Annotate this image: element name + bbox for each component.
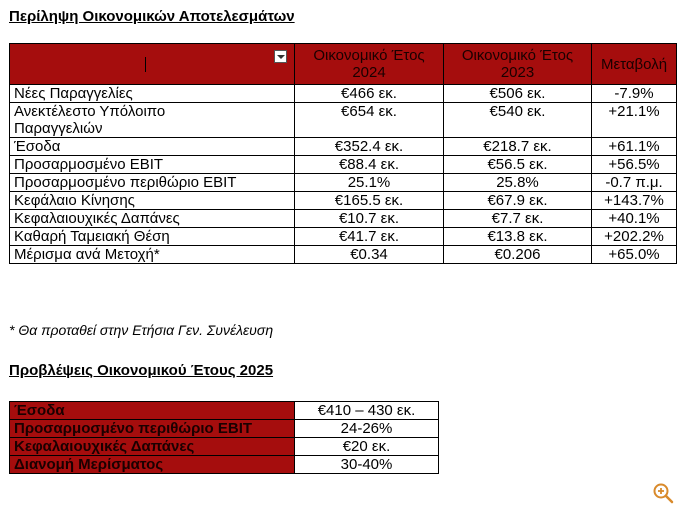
table-row xyxy=(10,174,677,192)
row-label: Νέες Παραγγελίες xyxy=(10,85,295,103)
row-label: Μέρισμα ανά Μετοχή* xyxy=(10,246,295,264)
value-change: -0.7 π.μ. xyxy=(592,174,677,192)
row-value: €410 – 430 εκ. xyxy=(295,402,439,420)
table-row xyxy=(10,228,677,246)
value-2023: €13.8 εκ. xyxy=(444,228,592,246)
summary-title: Περίληψη Οικονομικών Αποτελεσμάτων xyxy=(9,8,295,25)
value-2024: €466 εκ. xyxy=(295,85,444,103)
table-row xyxy=(10,156,677,174)
value-2023: €218.7 εκ. xyxy=(444,138,592,156)
value-change: +56.5% xyxy=(592,156,677,174)
value-change: +61.1% xyxy=(592,138,677,156)
value-2023: €7.7 εκ. xyxy=(444,210,592,228)
table-row xyxy=(10,246,677,264)
value-2023: 25.8% xyxy=(444,174,592,192)
header-cell-filter[interactable] xyxy=(10,44,295,85)
footnote: * Θα προταθεί στην Ετήσια Γεν. Συνέλευση xyxy=(9,322,274,338)
table-row xyxy=(10,138,677,156)
table-row xyxy=(10,210,677,228)
outlook-title: Προβλέψεις Οικονομικού Έτους 2025 xyxy=(9,362,274,379)
value-2024: €10.7 εκ. xyxy=(295,210,444,228)
outlook-table xyxy=(9,401,439,474)
value-change: +65.0% xyxy=(592,246,677,264)
value-2024: €88.4 εκ. xyxy=(295,156,444,174)
table-row xyxy=(10,456,439,474)
row-value: 24-26% xyxy=(295,420,439,438)
header-row xyxy=(10,44,677,85)
header-fy2024: Οικονομικό Έτος 2024 xyxy=(295,44,444,85)
value-2024: €0.34 xyxy=(295,246,444,264)
value-2024: €654 εκ. xyxy=(295,103,444,138)
value-2023: €540 εκ. xyxy=(444,103,592,138)
value-2023: €0.206 xyxy=(444,246,592,264)
table-row xyxy=(10,438,439,456)
table-row xyxy=(10,103,677,138)
row-label: Προσαρμοσμένο περιθώριο EBIT xyxy=(10,174,295,192)
value-change: +202.2% xyxy=(592,228,677,246)
table-row xyxy=(10,192,677,210)
row-label: Κεφάλαιο Κίνησης xyxy=(10,192,295,210)
table-row xyxy=(10,420,439,438)
header-change: Μεταβολή xyxy=(592,44,677,85)
dropdown-filter-icon[interactable] xyxy=(274,50,287,63)
value-change: +143.7% xyxy=(592,192,677,210)
financial-summary-table xyxy=(9,43,677,264)
row-value: 30-40% xyxy=(295,456,439,474)
row-label: Έσοδα xyxy=(10,138,295,156)
table-row xyxy=(10,85,677,103)
zoom-in-icon[interactable] xyxy=(651,481,675,505)
text-cursor xyxy=(145,57,146,72)
row-label: Κεφαλαιουχικές Δαπάνες xyxy=(10,210,295,228)
value-change: +40.1% xyxy=(592,210,677,228)
value-2024: €165.5 εκ. xyxy=(295,192,444,210)
value-change: +21.1% xyxy=(592,103,677,138)
value-2023: €67.9 εκ. xyxy=(444,192,592,210)
value-2024: 25.1% xyxy=(295,174,444,192)
row-label: Διανομή Μερίσματος xyxy=(10,456,295,474)
table-row xyxy=(10,402,439,420)
value-2024: €41.7 εκ. xyxy=(295,228,444,246)
row-label: Προσαρμοσμένο EBIT xyxy=(10,156,295,174)
row-label: Έσοδα xyxy=(10,402,295,420)
value-change: -7.9% xyxy=(592,85,677,103)
row-label: Καθαρή Ταμειακή Θέση xyxy=(10,228,295,246)
row-value: €20 εκ. xyxy=(295,438,439,456)
header-fy2023: Οικονομικό Έτος 2023 xyxy=(444,44,592,85)
value-2023: €56.5 εκ. xyxy=(444,156,592,174)
row-label: Ανεκτέλεστο Υπόλοιπο Παραγγελιών xyxy=(10,103,295,138)
row-label: Προσαρμοσμένο περιθώριο EBIT xyxy=(10,420,295,438)
value-2023: €506 εκ. xyxy=(444,85,592,103)
value-2024: €352.4 εκ. xyxy=(295,138,444,156)
row-label: Κεφαλαιουχικές Δαπάνες xyxy=(10,438,295,456)
